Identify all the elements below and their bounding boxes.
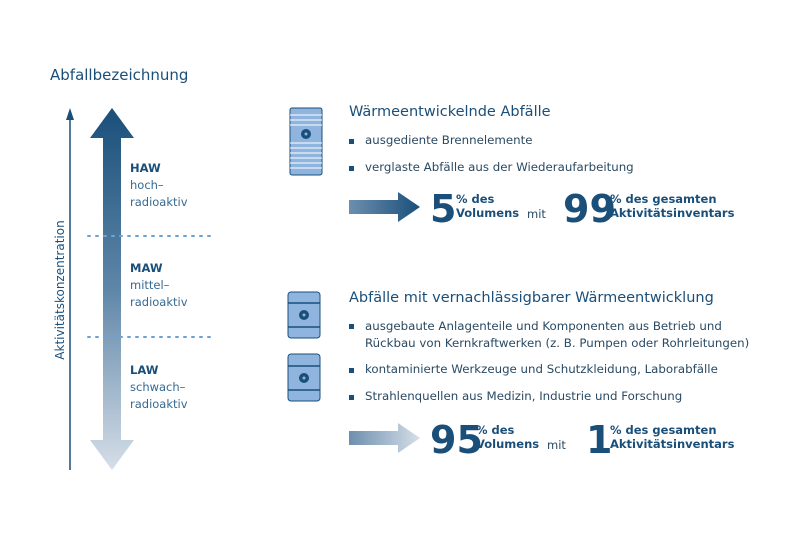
cask-icon	[290, 108, 322, 175]
level-law	[130, 362, 188, 413]
volume-value: 95	[430, 418, 483, 462]
drum-icon	[288, 354, 320, 401]
level-code: HAW	[130, 161, 161, 175]
activity-scale-arrow	[90, 108, 134, 470]
activity-label-line1: % des gesamten	[610, 423, 717, 437]
level-line1: hoch–	[130, 178, 164, 192]
activity-value: 99	[563, 187, 616, 231]
level-line2: radioaktiv	[130, 195, 188, 209]
bullet-text-line2: Rückbau von Kernkraftwerken (z. B. Pumpen oder Rohrleitungen)	[365, 336, 750, 350]
arrow-right-icon	[349, 423, 420, 453]
arrow-right-icon	[349, 192, 420, 222]
level-code: MAW	[130, 261, 163, 275]
volume-label-line1: % des	[476, 423, 515, 437]
activity-label-line1: % des gesamten	[610, 192, 717, 206]
level-line2: radioaktiv	[130, 397, 188, 411]
bullet-text: ausgediente Brennelemente	[365, 133, 533, 147]
level-line2: radioaktiv	[130, 295, 188, 309]
activity-label-line2: Aktivitätsinventars	[610, 436, 735, 451]
bullet-text: verglaste Abfälle aus der Wiederaufarbeitung	[365, 160, 634, 174]
activity-label	[610, 193, 734, 220]
level-line1: mittel–	[130, 278, 170, 292]
section-title-negligible: Abfälle mit vernachlässigbarer Wärmeentwicklung	[349, 290, 714, 306]
volume-label	[476, 424, 539, 451]
volume-label	[456, 193, 519, 220]
mit-label: mit	[547, 438, 566, 452]
activity-label-line2: Aktivitätsinventars	[610, 205, 735, 220]
axis-arrow	[66, 108, 74, 470]
volume-label-line2: Volumens	[456, 205, 520, 220]
axis-label: Aktivitätskonzentration	[53, 220, 67, 360]
mit-label: mit	[527, 207, 546, 221]
drum-icon	[288, 292, 320, 338]
level-line1: schwach–	[130, 380, 186, 394]
bullet-markers	[349, 139, 354, 400]
bullet-text-line1: ausgebaute Anlagenteile und Komponenten aus Betrieb und	[365, 319, 722, 333]
volume-label-line1: % des	[456, 192, 495, 206]
activity-value: 1	[586, 418, 613, 462]
bullet-text: Strahlenquellen aus Medizin, Industrie und Forschung	[365, 389, 683, 403]
level-haw	[130, 160, 188, 211]
bullet-text: kontaminierte Werkzeuge und Schutzkleidung, Laborabfälle	[365, 362, 718, 376]
activity-label	[610, 424, 734, 451]
level-maw	[130, 260, 188, 311]
level-code: LAW	[130, 363, 159, 377]
volume-value: 5	[430, 187, 457, 231]
volume-label-line2: Volumens	[476, 436, 540, 451]
section-title-heat: Wärmeentwickelnde Abfälle	[349, 104, 551, 120]
bullet-text	[365, 318, 749, 352]
diagram-title: Abfallbezeichnung	[50, 66, 189, 84]
